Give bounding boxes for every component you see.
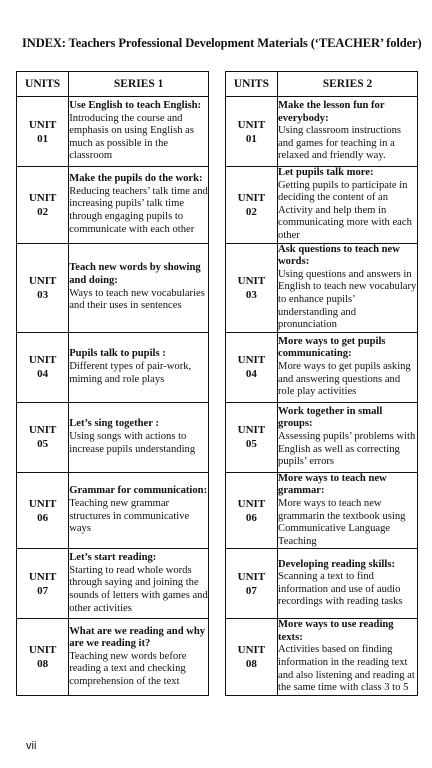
unit-number: 05 [245,438,257,451]
table-row [17,243,418,332]
unit-label: UNIT [237,354,266,367]
series2-body: More ways to teach new grammarin the textbook using Communicative Language Teaching [278,497,406,547]
series1-cell [69,472,209,549]
table-row [17,619,418,696]
series2-cell [278,402,418,472]
unit-number: 02 [245,205,257,218]
series1-cell [69,97,209,167]
series2-header: SERIES 2 [278,72,418,97]
series1-unit-cell [17,97,69,167]
series2-cell [278,97,418,167]
unit-label: UNIT [237,118,266,131]
unit-number: 06 [37,511,49,524]
series2-body: More ways to get pupils asking and answering questions and role play activities [278,360,411,398]
series2-heading: Developing reading skills: [278,558,395,570]
table-row [17,402,418,472]
series1-unit-cell [17,243,69,332]
unit-label: UNIT [28,191,57,204]
series1-heading: Let’s start reading: [69,552,157,564]
table-row [17,472,418,549]
series1-body: Different types of pair-work, miming and role plays [69,360,192,385]
unit-label: UNIT [28,644,57,657]
unit-number: 06 [245,511,257,524]
header-row [17,72,418,97]
column-gap [209,243,226,332]
series1-heading: What are we reading and why are we reading it? [69,625,206,650]
series1-unit-cell [17,472,69,549]
series1-cell [69,549,209,619]
units-header-2: UNITS [225,72,277,97]
series1-unit-cell [17,619,69,696]
column-gap [209,167,226,244]
unit-number: 07 [37,584,49,597]
series1-header: SERIES 1 [69,72,209,97]
unit-label: UNIT [237,570,266,583]
series1-cell [69,332,209,402]
series2-unit-cell [225,619,277,696]
series2-cell [278,167,418,244]
series2-heading: More ways to use reading texts: [278,619,394,643]
series1-heading: Make the pupils do the work: [69,173,203,185]
index-table [16,71,418,696]
series2-body: Assessing pupils’ problems with English as well as correcting pupils’ errors [278,430,416,468]
series1-heading: Grammar for communication: [69,485,208,497]
unit-number: 08 [245,658,257,671]
series2-heading: More ways to get pupils communicating: [278,335,386,360]
series2-body: Using questions and answers in English to teach new vocabulary to enhance pupils’ understanding and pronunciation [278,268,417,331]
unit-number: 03 [37,288,49,301]
column-gap [209,97,226,167]
unit-number: 04 [37,368,49,381]
series1-cell [69,619,209,696]
series1-heading: Use English to teach English: [69,100,202,112]
series2-body: Getting pupils to participate in deciding the content of an Activity and help them in communicating more with each other [278,179,412,241]
series1-heading: Teach new words by showing and doing: [69,262,201,287]
unit-label: UNIT [28,274,57,287]
series2-cell [278,472,418,549]
units-header-1: UNITS [17,72,69,97]
series1-heading: Let’s sing together : [69,418,159,430]
series2-body: Activities based on finding information in the reading text and also listening and reading at the same time with class 3 to 5 [278,644,415,694]
unit-label: UNIT [237,644,266,657]
series2-cell [278,549,418,619]
series1-unit-cell [17,549,69,619]
table-row [17,97,418,167]
series1-body: Using songs with actions to increase pupils understanding [69,430,196,455]
series2-unit-cell [225,97,277,167]
unit-number: 08 [37,658,49,671]
series2-heading: Work together in small groups: [278,405,383,430]
series2-body: Scanning a text to find information and use of audio recordings with reading tasks [278,571,403,608]
series2-cell [278,619,418,696]
unit-number: 05 [37,438,49,451]
series2-heading: Let pupils talk more: [278,167,374,178]
column-gap [209,619,226,696]
series2-unit-cell [225,243,277,332]
unit-number: 01 [245,132,257,145]
series1-unit-cell [17,402,69,472]
series1-cell [69,402,209,472]
series2-unit-cell [225,472,277,549]
series2-unit-cell [225,332,277,402]
series1-body: Ways to teach new vocabularies and their uses in sentences [69,287,205,312]
column-gap [209,72,226,97]
page-title: INDEX: Teachers Professional Development Materials (‘TEACHER’ folder) [22,36,422,50]
series2-cell [278,332,418,402]
unit-number: 01 [37,132,49,145]
table-row [17,549,418,619]
series2-unit-cell [225,167,277,244]
table-row [17,167,418,244]
column-gap [209,472,226,549]
unit-label: UNIT [237,497,266,510]
series1-body: Teaching new grammar structures in communicative ways [69,497,190,535]
series1-heading: Pupils talk to pupils : [69,348,166,360]
unit-label: UNIT [237,191,266,204]
column-gap [209,402,226,472]
series1-body: Teaching new words before reading a text and checking comprehension of the text [69,650,187,687]
unit-label: UNIT [28,570,57,583]
series1-body: Starting to read whole words through saying and joining the sounds of letters with games and other activities [69,564,208,614]
series2-heading: Make the lesson fun for everybody: [278,100,385,124]
series2-unit-cell [225,549,277,619]
unit-number: 04 [245,368,257,381]
series1-unit-cell [17,167,69,244]
unit-label: UNIT [28,354,57,367]
unit-label: UNIT [28,497,57,510]
unit-label: UNIT [28,424,57,437]
series1-cell [69,243,209,332]
table-row [17,332,418,402]
series2-heading: More ways to teach new grammar: [278,472,387,497]
series1-cell [69,167,209,244]
column-gap [209,549,226,619]
column-gap [209,332,226,402]
unit-number: 02 [37,205,49,218]
unit-label: UNIT [28,118,57,131]
unit-label: UNIT [237,424,266,437]
page-number: vii [26,740,37,752]
unit-number: 03 [245,288,257,301]
unit-number: 07 [245,584,257,597]
series2-heading: Ask questions to teach new words: [278,243,400,268]
series2-cell [278,243,418,332]
series2-unit-cell [225,402,277,472]
unit-label: UNIT [237,274,266,287]
series1-body: Reducing teachers’ talk time and increasing pupils’ talk time through engaging pupils to communicate with each other [69,185,208,235]
series1-body: Introducing the course and emphasis on using English as much as possible in the classroom [69,112,194,162]
series2-body: Using classroom instructions and games for teaching in a relaxed and friendly way. [278,125,402,162]
series1-unit-cell [17,332,69,402]
